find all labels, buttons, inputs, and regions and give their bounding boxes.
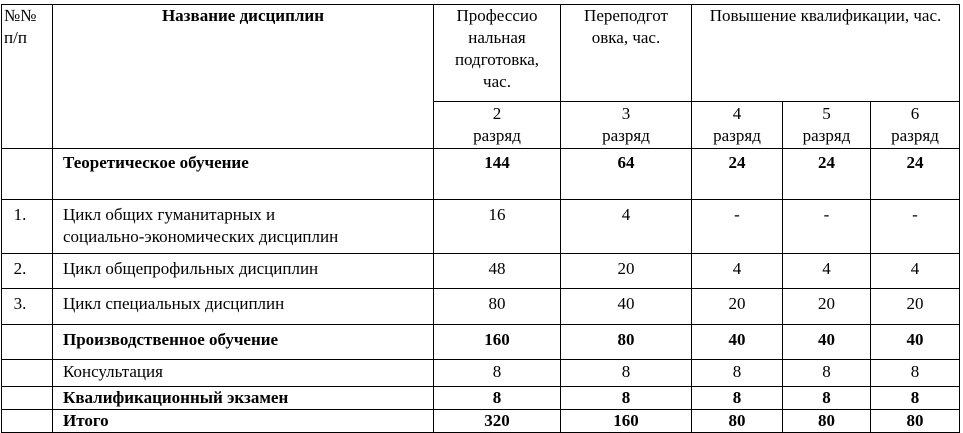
grade-number: 4 <box>732 104 742 123</box>
table-row-total <box>2 410 960 433</box>
header-qual-cell <box>692 5 960 102</box>
grade-cell <box>871 102 960 149</box>
row-value: 160 <box>434 325 561 360</box>
grade-number: 3 <box>621 104 631 123</box>
row-value: 4 <box>871 254 960 289</box>
grade-number: 2 <box>492 104 502 123</box>
row-value: 48 <box>434 254 561 289</box>
grade-cell <box>434 102 561 149</box>
row-value: 80 <box>561 325 692 360</box>
header-row-main <box>2 5 960 102</box>
row-value: - <box>783 200 871 254</box>
row-value: 24 <box>871 149 960 200</box>
curriculum-table <box>1 4 960 433</box>
table-row-production <box>2 325 960 360</box>
row-value: 320 <box>434 410 561 433</box>
row-value: 24 <box>783 149 871 200</box>
row-value: 8 <box>561 387 692 410</box>
table-row-cycle3 <box>2 289 960 325</box>
row-value: 4 <box>783 254 871 289</box>
row-name: Цикл общепрофильных дисциплин <box>53 254 434 289</box>
row-value: 40 <box>561 289 692 325</box>
header-prof-line: нальная <box>468 28 526 47</box>
header-discipline-label: Название дисциплин <box>161 6 325 25</box>
table-row-consultation <box>2 360 960 387</box>
row-number: 1. <box>2 200 53 254</box>
row-value: - <box>871 200 960 254</box>
header-prof-line: Профессио <box>456 6 538 25</box>
table-row-theory <box>2 149 960 200</box>
header-retrain-line: овка, час. <box>591 28 661 47</box>
header-number-label: №№ п/п <box>4 6 37 47</box>
row-value: 20 <box>692 289 783 325</box>
header-prof-cell <box>434 5 561 102</box>
row-name: Итого <box>53 410 434 433</box>
row-value: 80 <box>434 289 561 325</box>
row-value: 160 <box>561 410 692 433</box>
grade-word: разряд <box>802 126 851 145</box>
grade-cell <box>561 102 692 149</box>
row-value: 40 <box>783 325 871 360</box>
row-number <box>2 387 53 410</box>
row-value: 144 <box>434 149 561 200</box>
header-retrain-line: Переподгот <box>584 6 668 25</box>
row-name: Квалификационный экзамен <box>53 387 434 410</box>
row-value: 80 <box>692 410 783 433</box>
row-value: - <box>692 200 783 254</box>
row-number: 2. <box>2 254 53 289</box>
table-row-cycle2 <box>2 254 960 289</box>
grade-word: разряд <box>602 126 650 145</box>
row-value: 16 <box>434 200 561 254</box>
header-qual-label: Повышение квалификации, час. <box>709 6 942 25</box>
grade-cell <box>692 102 783 149</box>
row-name-line: социально-экономических дисциплин <box>63 227 339 246</box>
row-name-line: Цикл общих гуманитарных и <box>63 205 276 224</box>
row-number <box>2 360 53 387</box>
row-name: Цикл специальных дисциплин <box>53 289 434 325</box>
table-row-cycle1 <box>2 200 960 254</box>
row-value: 8 <box>871 360 960 387</box>
row-value: 20 <box>561 254 692 289</box>
header-prof-line: подготовка, <box>454 50 540 69</box>
row-value: 8 <box>434 387 561 410</box>
grade-number: 5 <box>822 104 831 123</box>
row-value: 8 <box>692 360 783 387</box>
grade-word: разряд <box>891 126 939 145</box>
row-value: 64 <box>561 149 692 200</box>
row-value: 8 <box>871 387 960 410</box>
grade-number: 6 <box>910 104 920 123</box>
row-value: 8 <box>561 360 692 387</box>
header-retrain-cell <box>561 5 692 102</box>
row-number <box>2 410 53 433</box>
row-value: 8 <box>783 360 871 387</box>
grade-word: разряд <box>473 126 521 145</box>
row-value: 40 <box>692 325 783 360</box>
row-value: 40 <box>871 325 960 360</box>
row-value: 8 <box>783 387 871 410</box>
row-name: Консультация <box>53 360 434 387</box>
row-value: 4 <box>692 254 783 289</box>
header-prof-line: час. <box>483 72 511 91</box>
row-value: 20 <box>783 289 871 325</box>
header-number-cell <box>2 5 53 149</box>
row-value: 80 <box>783 410 871 433</box>
row-value: 8 <box>692 387 783 410</box>
row-number <box>2 149 53 200</box>
row-number: 3. <box>2 289 53 325</box>
row-value: 80 <box>871 410 960 433</box>
row-name <box>53 200 434 254</box>
header-discipline-cell <box>53 5 434 149</box>
row-name: Производственное обучение <box>53 325 434 360</box>
row-value: 8 <box>434 360 561 387</box>
table-row-exam <box>2 387 960 410</box>
row-name: Теоретическое обучение <box>53 149 434 200</box>
row-value: 24 <box>692 149 783 200</box>
grade-word: разряд <box>713 126 761 145</box>
grade-cell <box>783 102 871 149</box>
row-number <box>2 325 53 360</box>
row-value: 4 <box>561 200 692 254</box>
row-value: 20 <box>871 289 960 325</box>
